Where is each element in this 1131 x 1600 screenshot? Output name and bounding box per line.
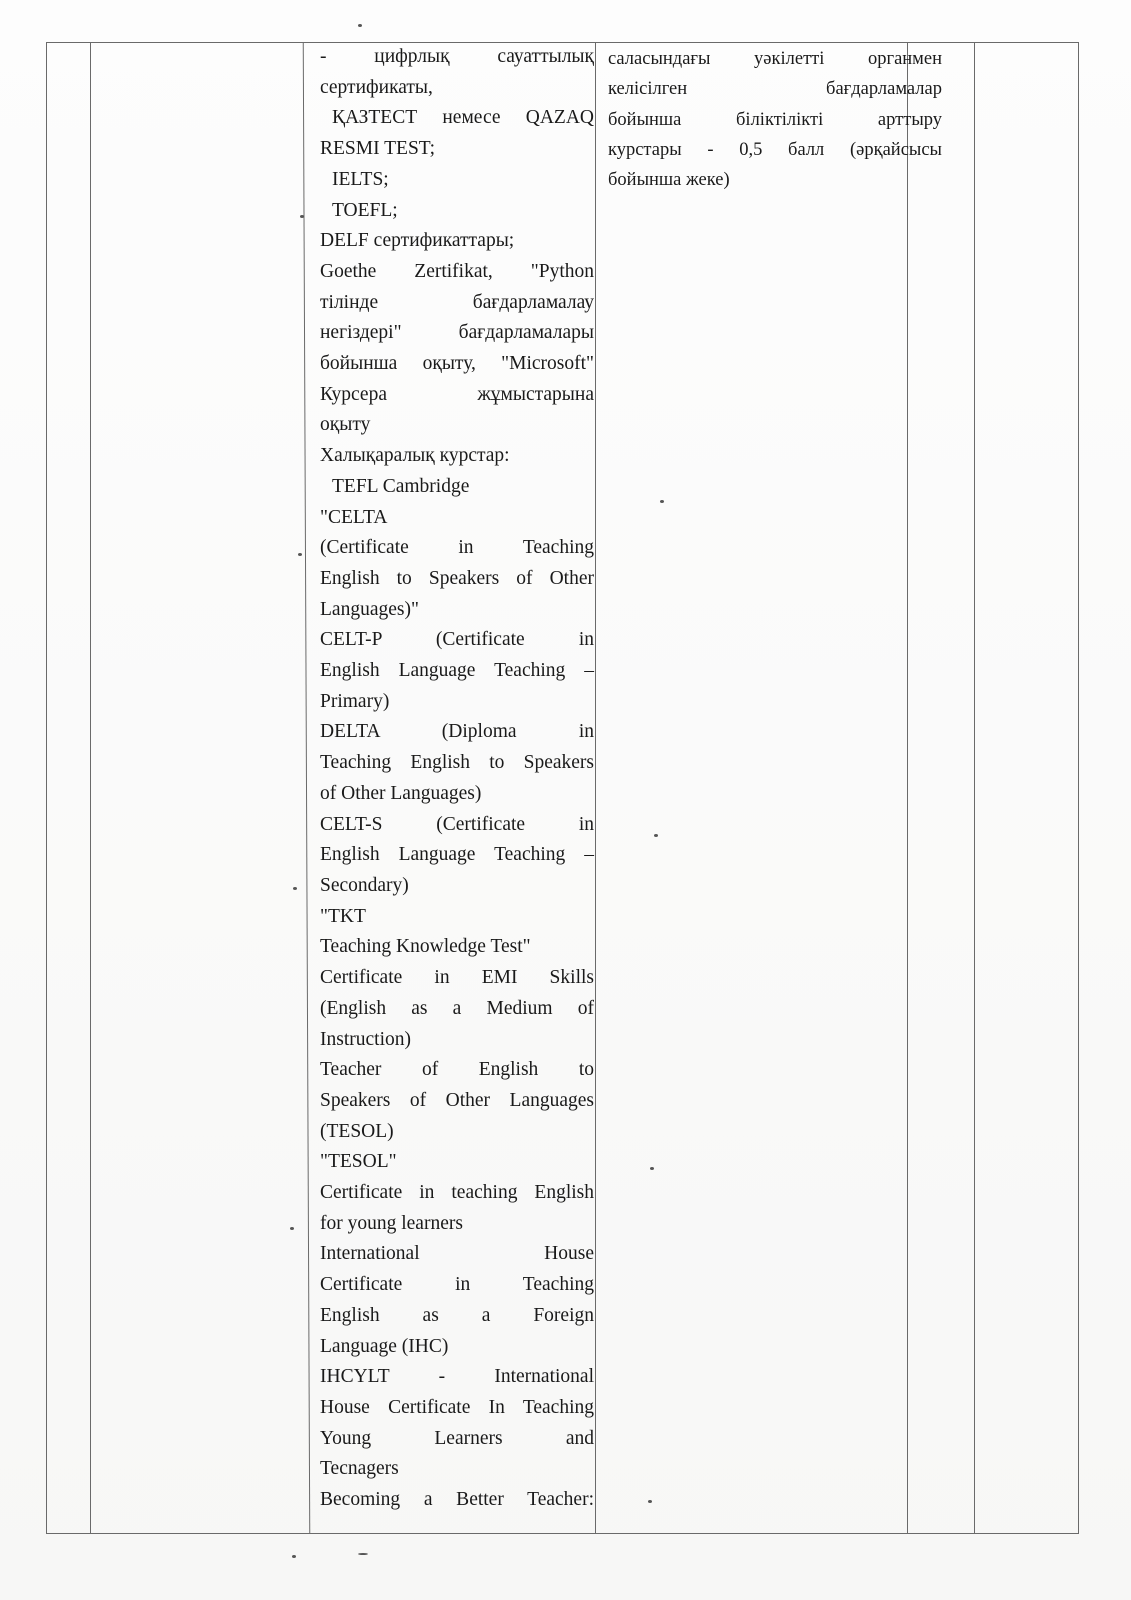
cert-line: Young Learners and — [320, 1427, 594, 1449]
cert-line: Certificate in teaching English — [320, 1182, 594, 1204]
cert-line: тілінде бағдарламалау — [320, 291, 594, 313]
criteria-line: бойынша біліктілікті арттыру — [608, 109, 942, 130]
cert-line: Teaching Knowledge Test" — [320, 936, 531, 958]
cert-line: Speakers of Other Languages — [320, 1089, 594, 1111]
scan-speck — [292, 1555, 296, 1558]
cert-line: Primary) — [320, 690, 390, 712]
cert-line: Instruction) — [320, 1028, 411, 1050]
cert-line: оқыту — [320, 414, 371, 436]
scan-speck — [300, 215, 304, 218]
cert-line: CELT-P (Certificate in — [320, 629, 594, 651]
cert-line: "CELTA — [320, 506, 388, 528]
column-divider-1 — [90, 43, 91, 1533]
cert-line: DELTA (Diploma in — [320, 721, 594, 743]
cert-line: (Certificate in Teaching — [320, 537, 594, 559]
cert-line: CELT-S (Certificate in — [320, 813, 594, 835]
cert-line: Курсера жұмыстарына — [320, 383, 594, 405]
cert-line: Language (IHC) — [320, 1335, 449, 1357]
column-divider-5 — [974, 43, 975, 1533]
cert-line: English to Speakers of Other — [320, 567, 594, 589]
cert-line: DELF сертификаттары; — [320, 230, 515, 252]
criteria-line: саласындағы уәкілетті органмен — [608, 49, 942, 69]
scan-speck — [648, 1500, 652, 1503]
cert-line: of Other Languages) — [320, 782, 482, 804]
column-divider-4 — [907, 43, 908, 1533]
criteria-line: келісілген бағдарламалар — [608, 79, 942, 100]
cert-line: RESMI TEST; — [320, 138, 436, 160]
cert-line: English Language Teaching – — [320, 844, 594, 866]
cert-line: IELTS; — [332, 168, 389, 190]
cert-line: for young learners — [320, 1212, 463, 1234]
scan-speck — [654, 834, 658, 837]
column-divider-3 — [595, 43, 596, 1533]
cert-line: IHCYLT - International — [320, 1366, 594, 1388]
criteria-column — [608, 44, 942, 195]
scan-speck — [298, 553, 302, 556]
cert-line: House Certificate In Teaching — [320, 1396, 594, 1418]
cert-line: Teaching English to Speakers — [320, 752, 594, 774]
criteria-line: курстары - 0,5 балл (әрқайсысы — [608, 139, 942, 160]
scan-speck — [650, 1167, 654, 1170]
cert-line: English as a Foreign — [320, 1304, 594, 1326]
cert-line: (English as a Medium of — [320, 997, 594, 1019]
cert-line: - цифрлық сауаттылық — [320, 46, 594, 67]
cert-line: Teacher of English to — [320, 1059, 594, 1081]
cert-line: "TESOL" — [320, 1151, 397, 1173]
column-divider-2 — [303, 43, 311, 1533]
cert-line: (TESOL) — [320, 1120, 394, 1142]
cert-line: TEFL Cambridge — [332, 475, 470, 497]
cert-line: Tecnagers — [320, 1458, 399, 1480]
cert-line: Халықаралық курстар: — [320, 445, 510, 467]
cert-line: English Language Teaching – — [320, 660, 594, 682]
table-border-left — [46, 43, 47, 1533]
cert-line: ҚАЗТЕСТ немесе QAZAQ — [332, 107, 594, 129]
cert-line: "TKT — [320, 905, 366, 927]
scan-speck — [358, 1553, 368, 1555]
cert-line: Goethe Zertifikat, "Python — [320, 260, 594, 282]
cert-line: Secondary) — [320, 874, 409, 896]
cert-line: негіздері" бағдарламалары — [320, 322, 594, 344]
cert-line: сертификаты, — [320, 76, 433, 98]
cert-line: Becoming a Better Teacher: — [320, 1489, 594, 1511]
scan-speck — [290, 1227, 294, 1230]
certificates-column — [320, 42, 594, 1516]
cert-line: Certificate in Teaching — [320, 1274, 594, 1296]
cert-line: Languages)" — [320, 598, 419, 620]
scan-speck — [660, 500, 664, 503]
cert-line: бойынша оқыту, "Microsoft" — [320, 353, 594, 375]
table-border-right — [1078, 43, 1079, 1533]
cert-line: TOEFL; — [332, 199, 398, 221]
criteria-line: бойынша жеке) — [608, 170, 730, 191]
scan-speck — [293, 887, 297, 890]
cert-line: International House — [320, 1243, 594, 1265]
scan-speck — [358, 24, 362, 27]
cert-line: Certificate in EMI Skills — [320, 967, 594, 989]
